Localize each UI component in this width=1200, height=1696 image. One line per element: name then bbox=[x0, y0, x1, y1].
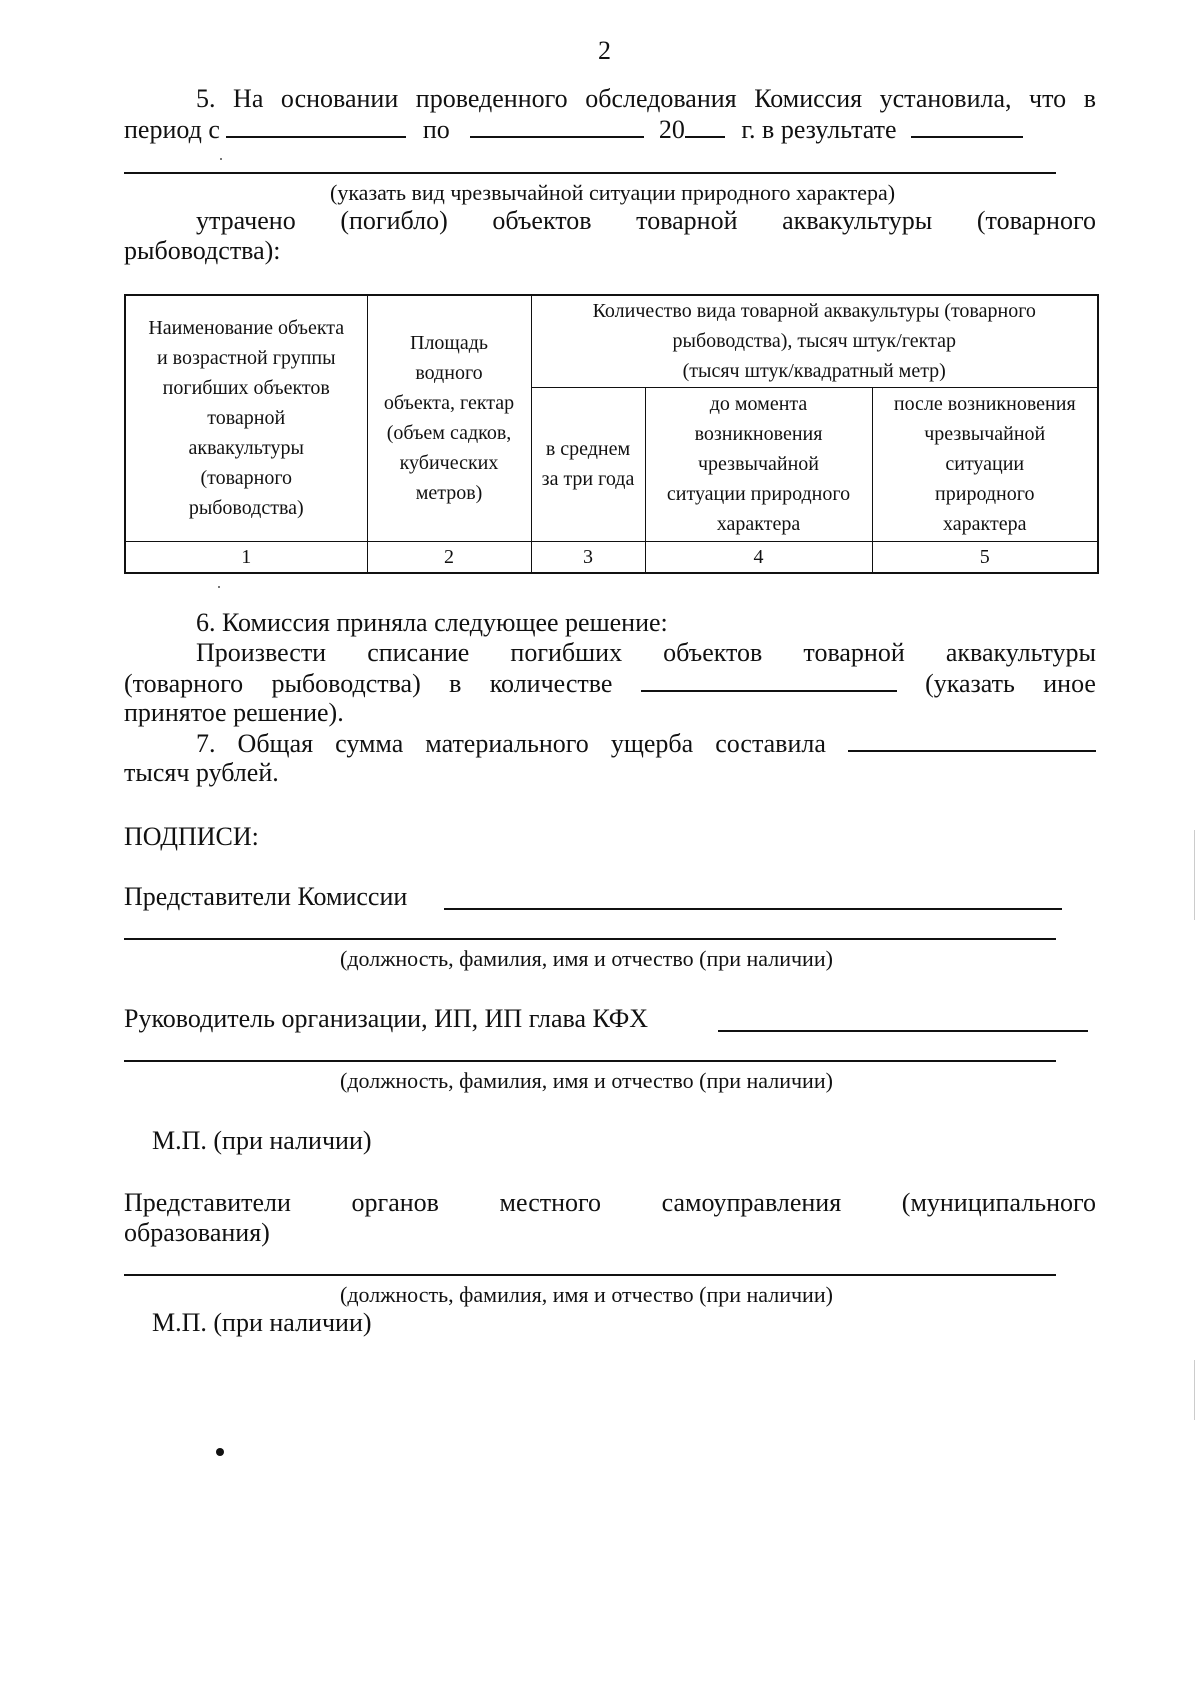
period-label: период с bbox=[124, 115, 220, 144]
header-line: ситуации bbox=[945, 453, 1025, 475]
lost-word: аквакультуры bbox=[782, 206, 933, 235]
local-gov-word: (муниципального bbox=[901, 1188, 1096, 1217]
decision-word: списание bbox=[367, 638, 470, 667]
section7-line1 bbox=[196, 728, 1096, 759]
local-gov-word: Представители bbox=[124, 1188, 291, 1217]
decision-word: (указать bbox=[925, 669, 1015, 698]
lost-word: (товарного bbox=[976, 206, 1096, 235]
damage-word: 7. bbox=[196, 729, 216, 758]
column-number: 3 bbox=[531, 541, 645, 573]
year-blank bbox=[685, 114, 725, 138]
lost-line1 bbox=[196, 206, 1096, 236]
header-line: природного bbox=[935, 483, 1035, 505]
lost-word: объектов bbox=[492, 206, 592, 235]
header-line: погибших объектов bbox=[162, 377, 330, 400]
commission-position-line bbox=[124, 938, 1056, 940]
header-line: за три года bbox=[541, 468, 635, 490]
column-number: 2 bbox=[367, 541, 531, 573]
lost-line2: рыбоводства): bbox=[124, 236, 281, 265]
decision-word: рыбоводства) bbox=[271, 669, 421, 698]
decision-word: товарной bbox=[803, 638, 905, 667]
column-number: 1 bbox=[125, 541, 367, 573]
header-line: Площадь bbox=[410, 332, 488, 355]
lost-word: товарной bbox=[636, 206, 738, 235]
header-line: и возрастной группы bbox=[156, 347, 336, 370]
header-line: (тысяч штук/квадратный метр) bbox=[682, 360, 946, 383]
header-line: чрезвычайной bbox=[697, 453, 819, 475]
header-line: Количество вида товарной аквакультуры (товарного bbox=[592, 300, 1036, 323]
local-gov-position-line bbox=[124, 1274, 1056, 1276]
decision-word: погибших bbox=[510, 638, 623, 667]
commission-position-hint: (должность, фамилия, имя и отчество (при наличии) bbox=[340, 946, 833, 971]
scan-speck bbox=[218, 586, 220, 588]
column-number: 5 bbox=[872, 541, 1098, 573]
head-position-hint: (должность, фамилия, имя и отчество (при наличии) bbox=[340, 1068, 833, 1093]
local-gov-line1 bbox=[124, 1188, 1096, 1218]
header-line: объекта, гектар bbox=[383, 392, 515, 415]
header-average-three-years bbox=[531, 387, 645, 541]
decision-word: аквакультуры bbox=[945, 638, 1096, 667]
header-line: аквакультуры bbox=[188, 437, 304, 460]
result-blank bbox=[911, 114, 1023, 138]
header-line: (товарного bbox=[200, 467, 293, 490]
emergency-type-line bbox=[124, 172, 1056, 174]
damage-word: Общая bbox=[237, 729, 314, 758]
local-gov-word: органов bbox=[351, 1188, 439, 1217]
year-label: 20 bbox=[658, 115, 685, 144]
header-water-area bbox=[367, 295, 531, 541]
losses-table bbox=[124, 294, 1099, 574]
header-before-emergency bbox=[645, 387, 872, 541]
local-gov-word: местного bbox=[499, 1188, 602, 1217]
damage-word: материального bbox=[425, 729, 589, 758]
header-quantity-group bbox=[531, 295, 1098, 387]
commission-signature-line bbox=[444, 908, 1062, 910]
column-number: 4 bbox=[645, 541, 872, 573]
signatures-heading: ПОДПИСИ: bbox=[124, 822, 259, 851]
section6-line3 bbox=[124, 668, 1096, 699]
head-label: Руководитель организации, ИП, ИП глава КФХ bbox=[124, 1004, 649, 1033]
head-signature-line bbox=[718, 1030, 1088, 1032]
period-to-blank bbox=[470, 114, 644, 138]
header-line: рыбоводства) bbox=[188, 497, 304, 520]
decision-word: в bbox=[449, 669, 462, 698]
decision-word: количестве bbox=[489, 669, 613, 698]
header-line: возникновения bbox=[694, 423, 823, 445]
header-line: чрезвычайной bbox=[924, 423, 1046, 445]
damage-word: составила bbox=[715, 729, 826, 758]
header-line: (объем садков, bbox=[386, 422, 512, 445]
lost-word: утрачено bbox=[196, 206, 296, 235]
scan-artifact bbox=[1194, 830, 1195, 920]
header-line: рыбоводства), тысяч штук/гектар bbox=[672, 330, 956, 353]
header-line: товарной bbox=[207, 407, 286, 430]
header-line: характера bbox=[716, 513, 801, 535]
scan-artifact bbox=[1194, 1360, 1195, 1420]
header-object-name bbox=[125, 295, 367, 541]
period-from-blank bbox=[226, 114, 406, 138]
header-line: кубических bbox=[399, 452, 499, 475]
page-number: 2 bbox=[598, 36, 611, 65]
lost-word: (погибло) bbox=[340, 206, 448, 235]
quantity-blank bbox=[641, 668, 897, 692]
stamp-note: М.П. (при наличии) bbox=[152, 1126, 372, 1155]
header-after-emergency bbox=[872, 387, 1098, 541]
header-line: характера bbox=[943, 513, 1027, 535]
commission-label: Представители Комиссии bbox=[124, 882, 408, 911]
damage-word: сумма bbox=[335, 729, 404, 758]
header-line: водного bbox=[415, 362, 483, 385]
local-gov-line2: образования) bbox=[124, 1218, 270, 1247]
local-gov-word: самоуправления bbox=[661, 1188, 842, 1217]
decision-word: (товарного bbox=[124, 669, 244, 698]
section6-line2 bbox=[196, 638, 1096, 668]
result-label: г. в результате bbox=[741, 115, 897, 144]
header-line: до момента bbox=[709, 393, 808, 415]
section6-line4: принятое решение). bbox=[124, 698, 344, 727]
header-line: метров) bbox=[415, 482, 483, 505]
to-label: по bbox=[422, 115, 450, 144]
header-line: Наименование объекта bbox=[148, 317, 345, 340]
header-line: в среднем bbox=[545, 438, 631, 460]
decision-word: Произвести bbox=[196, 638, 327, 667]
section6-line1: 6. Комиссия приняла следующее решение: bbox=[196, 608, 668, 637]
damage-word: ущерба bbox=[610, 729, 694, 758]
damage-sum-blank bbox=[848, 728, 1096, 752]
emergency-type-hint: (указать вид чрезвычайной ситуации природного характера) bbox=[330, 180, 896, 205]
head-position-line bbox=[124, 1060, 1056, 1062]
section5-line2 bbox=[124, 114, 1023, 145]
local-gov-position-hint: (должность, фамилия, имя и отчество (при наличии) bbox=[340, 1282, 833, 1307]
scan-dot bbox=[216, 1448, 224, 1456]
stamp-note-2: М.П. (при наличии) bbox=[152, 1308, 372, 1337]
section5-line1: 5. На основании проведенного обследования Комиссия установила, что в bbox=[196, 84, 1096, 113]
decision-word: объектов bbox=[663, 638, 763, 667]
header-line: после возникновения bbox=[893, 393, 1076, 415]
header-line: ситуации природного bbox=[666, 483, 851, 505]
decision-word: иное bbox=[1043, 669, 1096, 698]
section7-line2: тысяч рублей. bbox=[124, 758, 279, 787]
scan-speck bbox=[220, 158, 222, 160]
